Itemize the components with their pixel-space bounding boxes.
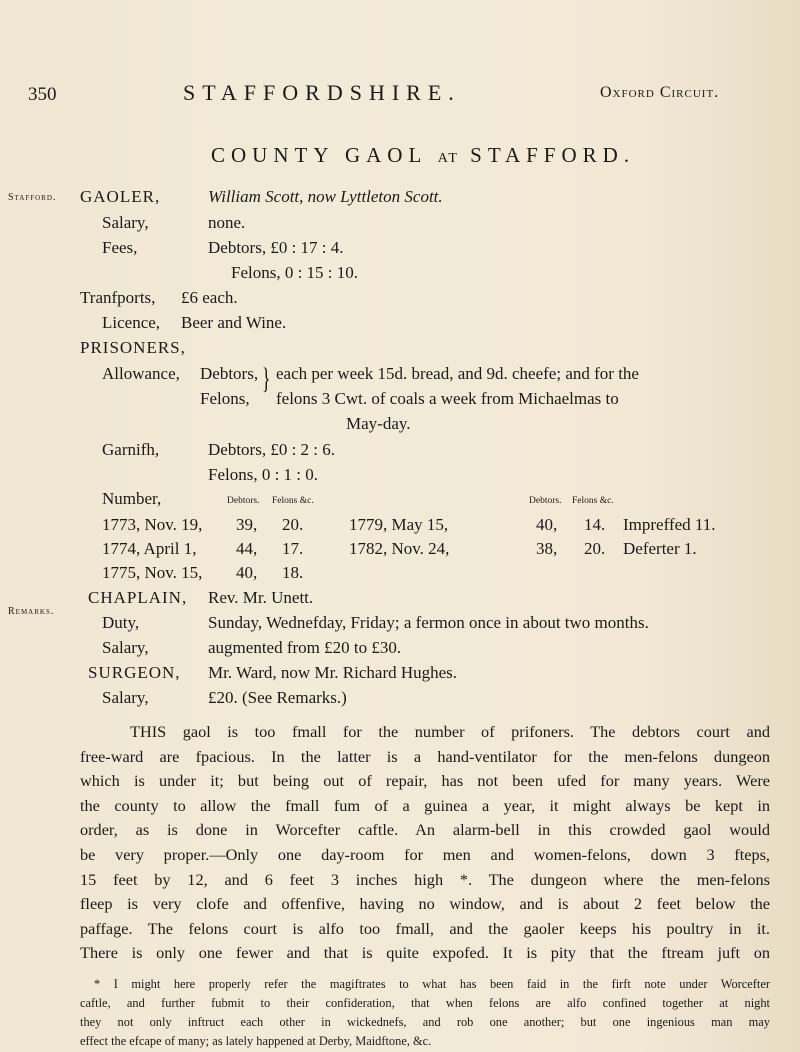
col-debtors-right: Debtors.: [529, 496, 562, 506]
running-title: STAFFORDSHIRE.: [183, 80, 461, 105]
remarks-paragraph: [80, 720, 770, 966]
remarks-line: paffage. The felons court is alfo too fmall, and the gaoler keeps his poultry in it.: [80, 918, 770, 938]
allowance-line2: felons 3 Cwt. of coals a week from Michaelmas to: [276, 389, 619, 408]
remarks-line: free-ward are fpacious. In the latter is a hand-ventilator for the men-felons dungeon: [80, 746, 770, 766]
licence-label: Licence,: [102, 313, 161, 332]
row-right-note: Deferter 1.: [623, 539, 697, 558]
row-left-felons: 20.: [282, 515, 304, 534]
remarks-line: fleep is very clofe and offenfive, having no window, and is about 2 feet below the: [80, 894, 770, 914]
allowance-felons: Felons,: [200, 389, 250, 408]
surgeon-salary-label: Salary,: [102, 688, 149, 707]
gaol-title-main: COUNTY GAOL: [211, 143, 427, 167]
remarks-line: There is only one fewer and that is quite expofed. It is pity that the ftream juft on: [80, 943, 770, 963]
fees-debtors: Debtors, £0 : 17 : 4.: [208, 238, 344, 257]
gaol-title-at: AT: [437, 151, 459, 166]
gaol-title: [211, 143, 635, 168]
margin-remarks: Remarks.: [8, 606, 55, 617]
number-label: Number,: [102, 489, 162, 508]
remarks-line: be very proper.—Only one day-room for men and women-felons, down 3 fteps,: [80, 844, 770, 864]
remarks-line: which is under it; but being out of repair, has not been ufed for many years. Were: [80, 771, 770, 791]
prisoners-label: PRISONERS,: [80, 338, 186, 357]
footnote-line: caftle, and further fubmit to their confideration, that when felons are alfo confined together at night: [80, 996, 770, 1010]
allowance-line1: each per week 15d. bread, and 9d. cheefe; and for the: [276, 364, 639, 383]
gaoler-value: William Scott, now Lyttleton Scott.: [208, 187, 443, 206]
col-debtors-left: Debtors.: [227, 496, 260, 506]
row-right-felons: 14.: [584, 515, 606, 534]
chaplain-label: CHAPLAIN,: [88, 588, 188, 607]
allowance-line3: May-day.: [346, 414, 411, 433]
licence-value: Beer and Wine.: [181, 313, 287, 332]
row-right-felons: 20.: [584, 539, 606, 558]
chaplain-salary-label: Salary,: [102, 638, 149, 657]
row-right-note: Impreffed 11.: [623, 515, 716, 534]
footnote-line: * I might here properly refer the magiftrates to what has been faid in the firft note under Worcefter: [94, 977, 770, 991]
chaplain-salary-value: augmented from £20 to £30.: [208, 638, 402, 657]
surgeon-label: SURGEON,: [88, 663, 181, 682]
row-right-date: 1779, May 15,: [349, 515, 449, 534]
duty-value: Sunday, Wednefday, Friday; a fermon once in about two months.: [208, 613, 649, 632]
remarks-line: 15 feet by 12, and 6 feet 3 inches high *. The dungeon where the men-felons: [80, 869, 770, 889]
row-right-debtors: 40,: [536, 515, 558, 534]
remarks-line: the county to allow the fmall fum of a guinea a year, it might always be kept in: [80, 795, 770, 815]
row-right-date: 1782, Nov. 24,: [349, 539, 450, 558]
row-right-debtors: 38,: [536, 539, 558, 558]
col-felons-left: Felons &c.: [272, 496, 314, 506]
margin-stafford: Stafford.: [8, 192, 57, 203]
allowance-brace: }: [261, 362, 271, 395]
duty-label: Duty,: [102, 613, 140, 632]
row-left-debtors: 39,: [236, 515, 258, 534]
fees-label: Fees,: [102, 238, 138, 257]
col-felons-right: Felons &c.: [572, 496, 614, 506]
footnote-line: effect the efcape of many; as lately happened at Derby, Maidftone, &c.: [80, 1034, 432, 1048]
row-left-felons: 18.: [282, 563, 304, 582]
row-left-date: 1775, Nov. 15,: [102, 563, 203, 582]
row-left-debtors: 44,: [236, 539, 258, 558]
chaplain-value: Rev. Mr. Unett.: [208, 588, 314, 607]
footnote-line: they not only inftruct each other in wickednefs, and rob one another; but one ingenious man may: [80, 1015, 770, 1029]
transports-label: Tranfports,: [80, 288, 156, 307]
gaol-title-place: STAFFORD.: [470, 143, 636, 167]
garnish-felons: Felons, 0 : 1 : 0.: [208, 465, 319, 484]
garnish-debtors: Debtors, £0 : 2 : 6.: [208, 440, 336, 459]
row-left-felons: 17.: [282, 539, 304, 558]
salary-label: Salary,: [102, 213, 149, 232]
remarks-line: order, as is done in Worcefter caftle. An alarm-bell in this crowded gaol would: [80, 820, 770, 840]
surgeon-salary-value: £20. (See Remarks.): [208, 688, 347, 707]
allowance-label: Allowance,: [102, 364, 180, 383]
transports-value: £6 each.: [181, 288, 238, 307]
row-left-date: 1773, Nov. 19,: [102, 515, 203, 534]
row-left-debtors: 40,: [236, 563, 258, 582]
gaoler-label: GAOLER,: [80, 187, 161, 206]
remarks-line: THIS gaol is too fmall for the number of prifoners. The debtors court and: [130, 722, 770, 741]
allowance-debtors: Debtors,: [200, 364, 259, 383]
circuit-heading: Oxford Circuit.: [600, 84, 720, 101]
surgeon-value: Mr. Ward, now Mr. Richard Hughes.: [208, 663, 458, 682]
footnote: [80, 975, 770, 1051]
fees-felons: Felons, 0 : 15 : 10.: [231, 263, 359, 282]
page-number: 350: [28, 84, 57, 105]
salary-value: none.: [208, 213, 246, 232]
row-left-date: 1774, April 1,: [102, 539, 197, 558]
garnish-label: Garnifh,: [102, 440, 160, 459]
